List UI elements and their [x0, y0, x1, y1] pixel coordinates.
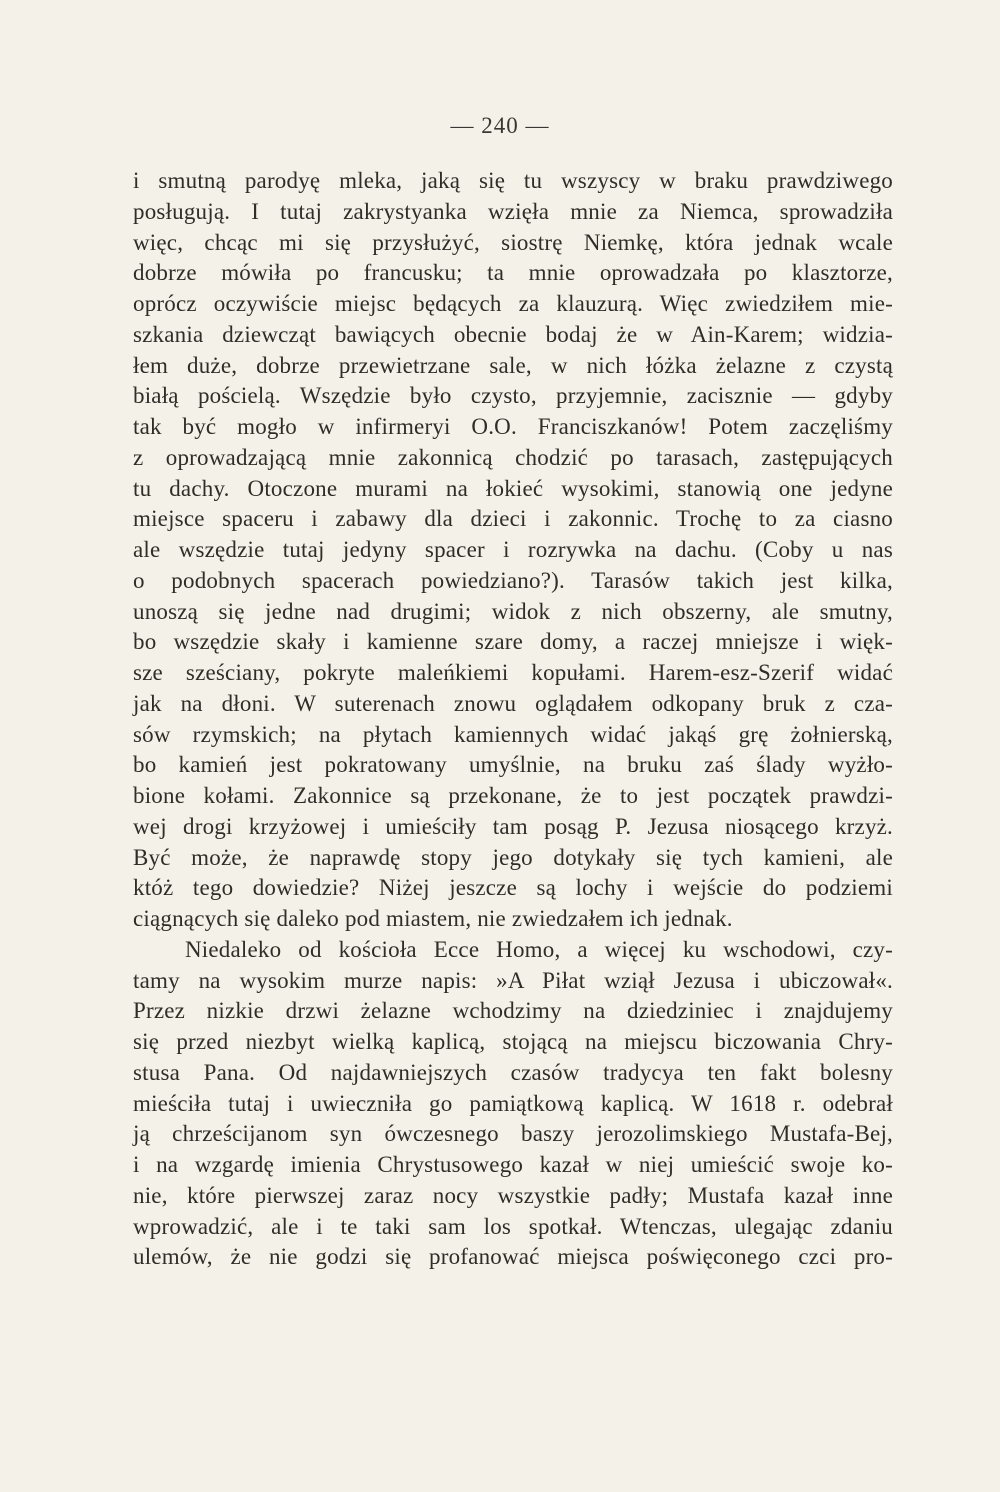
text-line: Przez nizkie drzwi żelazne wchodzimy na dziedziniec i znajdujemy — [133, 998, 893, 1024]
text-line: bo wszędzie skały i kamienne szare domy, a raczej mniejsze i więk- — [133, 629, 893, 655]
text-line: posługują. I tutaj zakrystyanka wzięła mnie za Niemca, sprowadziła — [133, 198, 893, 224]
text-line: bione kołami. Zakonnice są przekonane, że to jest początek prawdzi- — [133, 783, 893, 808]
text-line: Niedaleko od kościoła Ecce Homo, a więcej ku wschodowi, czy- — [185, 936, 893, 962]
text-line: jak na dłoni. W suterenach znowu oglądałem odkopany bruk z cza- — [133, 690, 893, 716]
page-number: — 240 — — [450, 113, 550, 138]
text-line: tu dachy. Otoczone murami na łokieć wysokimi, stanowią one jedyne — [133, 475, 893, 501]
text-line: ale wszędzie tutaj jedyny spacer i rozrywka na dachu. (Coby u nas — [133, 537, 893, 562]
text-line: białą pościelą. Wszędzie było czysto, przyjemnie, zacisznie — gdyby — [133, 383, 893, 409]
text-line: mieściła tutaj i uwieczniła go pamiątkową kaplicą. W 1618 r. odebrał — [133, 1090, 893, 1116]
text-line: nie, które pierwszej zaraz nocy wszystkie padły; Mustafa kazał inne — [133, 1182, 893, 1208]
text-line: unoszą się jedne nad drugimi; widok z nich obszerny, ale smutny, — [133, 598, 893, 624]
text-line: się przed niezbyt wielką kaplicą, stojącą na miejscu biczowania Chry- — [133, 1029, 893, 1054]
text-line: miejsce spaceru i zabawy dla dzieci i zakonnic. Trochę to za ciasno — [133, 506, 893, 532]
text-line: oprócz oczywiście miejsc będących za klauzurą. Więc zwiedziłem mie- — [133, 291, 893, 316]
text-line: tamy na wysokim murze napis: »A Piłat wziął Jezusa i ubiczował«. — [133, 967, 893, 993]
text-line: wej drogi krzyżowej i umieściły tam posąg P. Jezusa niosącego krzyż. — [133, 813, 893, 839]
text-line: stusa Pana. Od najdawniejszych czasów tradycya ten fakt bolesny — [133, 1059, 893, 1085]
text-line: dobrze mówiła po francusku; ta mnie oprowadzała po klasztorze, — [133, 260, 893, 286]
text-line: o podobnych spacerach powiedziano?). Tarasów takich jest kilka, — [133, 567, 893, 593]
text-line: z oprowadzającą mnie zakonnicą chodzić po tarasach, zastępujących — [133, 444, 893, 470]
text-line: Być może, że naprawdę stopy jego dotykały się tych kamieni, ale — [133, 844, 893, 870]
text-line: ulemów, że nie godzi się profanować miejsca poświęconego czci pro- — [133, 1244, 893, 1270]
text-line: bo kamień jest pokratowany umyślnie, na bruku zaś ślady wyżło- — [133, 752, 893, 778]
text-line: ciągnących się daleko pod miastem, nie zwiedzałem ich jednak. — [133, 906, 733, 931]
text-line: sów rzymskich; na płytach kamiennych widać jakąś grę żołnierską, — [133, 721, 893, 747]
text-line: więc, chcąc mi się przysłużyć, siostrę Niemkę, która jednak wcale — [133, 229, 893, 255]
text-line: szkania dziewcząt bawiących obecnie bodaj że w Ain-Karem; widzia- — [133, 321, 893, 347]
text-line: i na wzgardę imienia Chrystusowego kazał w niej umieścić swoje ko- — [133, 1152, 893, 1177]
text-line: sze sześciany, pokryte maleńkiemi kopułami. Harem-esz-Szerif widać — [133, 660, 893, 685]
text-line: wprowadzić, ale i te taki sam los spotkał. Wtenczas, ulegając zdaniu — [133, 1213, 893, 1239]
text-line: i smutną parodyę mleka, jaką się tu wszyscy w braku prawdziwego — [133, 168, 893, 193]
text-line: łem duże, dobrze przewietrzane sale, w nich łóżka żelazne z czystą — [133, 352, 893, 378]
text-line: ją chrześcijanom syn ówczesnego baszy jerozolimskiego Mustafa-Bej, — [133, 1121, 893, 1147]
text-line: któż tego dowiedzie? Niżej jeszcze są lochy i wejście do podziemi — [133, 875, 893, 901]
text-line: tak być mogło w infirmeryi O.O. Franciszkanów! Potem zaczęliśmy — [133, 414, 893, 439]
